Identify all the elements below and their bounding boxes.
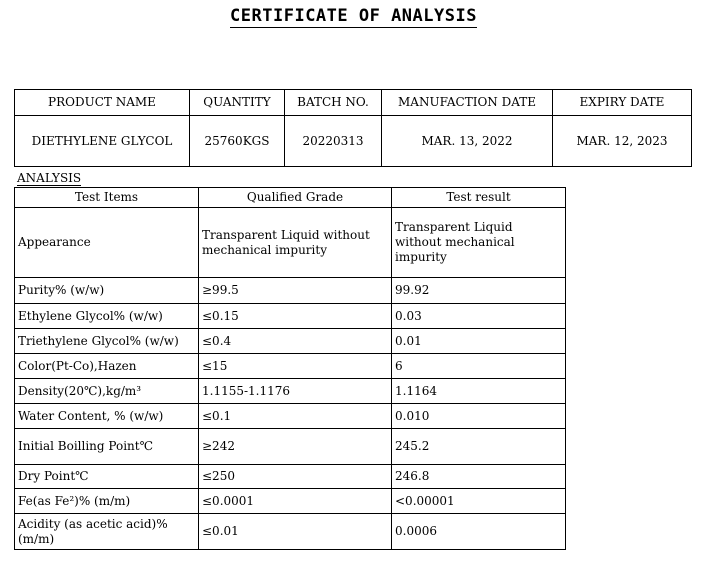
document-title: CERTIFICATE OF ANALYSIS [230,6,477,26]
table-row [15,354,566,379]
header-test-result: Test result [392,188,566,208]
test-result: 6 [392,354,566,379]
qualified-grade: ≤0.4 [199,329,392,354]
analysis-table [14,187,566,550]
value-product-name: DIETHYLENE GLYCOL [15,116,190,167]
table-row [15,514,566,550]
test-item: Triethylene Glycol% (w/w) [15,329,199,354]
test-result: 246.8 [392,465,566,489]
value-manufaction-date: MAR. 13, 2022 [382,116,553,167]
qualified-grade: Transparent Liquid without mechanical impurity [199,208,392,278]
test-item: Ethylene Glycol% (w/w) [15,304,199,329]
test-item: Purity% (w/w) [15,278,199,304]
qualified-grade: ≥242 [199,429,392,465]
analysis-header-row [15,188,566,208]
test-item: Water Content, % (w/w) [15,404,199,429]
test-result: 0.010 [392,404,566,429]
table-row [15,304,566,329]
test-item: Color(Pt-Co),Hazen [15,354,199,379]
value-quantity: 25760KGS [190,116,285,167]
header-product-name: PRODUCT NAME [15,90,190,116]
test-item: Acidity (as acetic acid)% (m/m) [15,514,199,550]
qualified-grade: ≥99.5 [199,278,392,304]
test-item: Density(20℃),kg/m³ [15,379,199,404]
table-row [15,208,566,278]
qualified-grade: ≤0.15 [199,304,392,329]
header-batch-no: BATCH NO. [285,90,382,116]
product-table [14,89,692,167]
table-row [15,329,566,354]
test-result: 99.92 [392,278,566,304]
test-item: Initial Boilling Point℃ [15,429,199,465]
test-result: <0.00001 [392,489,566,514]
header-manufaction-date: MANUFACTION DATE [382,90,553,116]
table-row [15,465,566,489]
qualified-grade: ≤0.1 [199,404,392,429]
test-result: Transparent Liquid without mechanical impurity [392,208,566,278]
value-batch-no: 20220313 [285,116,382,167]
header-qualified-grade: Qualified Grade [199,188,392,208]
test-result: 0.03 [392,304,566,329]
header-quantity: QUANTITY [190,90,285,116]
test-item: Appearance [15,208,199,278]
test-result: 0.0006 [392,514,566,550]
table-row [15,429,566,465]
test-result: 0.01 [392,329,566,354]
table-row [15,404,566,429]
header-expiry-date: EXPIRY DATE [553,90,692,116]
qualified-grade: ≤0.0001 [199,489,392,514]
qualified-grade: 1.1155-1.1176 [199,379,392,404]
analysis-label: ANALYSIS [17,171,82,185]
table-row [15,278,566,304]
test-result: 245.2 [392,429,566,465]
qualified-grade: ≤15 [199,354,392,379]
title-wrap [0,6,707,28]
test-item: Fe(as Fe²)% (m/m) [15,489,199,514]
header-test-items: Test Items [15,188,199,208]
product-header-row [15,90,692,116]
qualified-grade: ≤0.01 [199,514,392,550]
qualified-grade: ≤250 [199,465,392,489]
product-value-row [15,116,692,167]
value-expiry-date: MAR. 12, 2023 [553,116,692,167]
table-row [15,379,566,404]
test-item: Dry Point℃ [15,465,199,489]
table-row [15,489,566,514]
test-result: 1.1164 [392,379,566,404]
